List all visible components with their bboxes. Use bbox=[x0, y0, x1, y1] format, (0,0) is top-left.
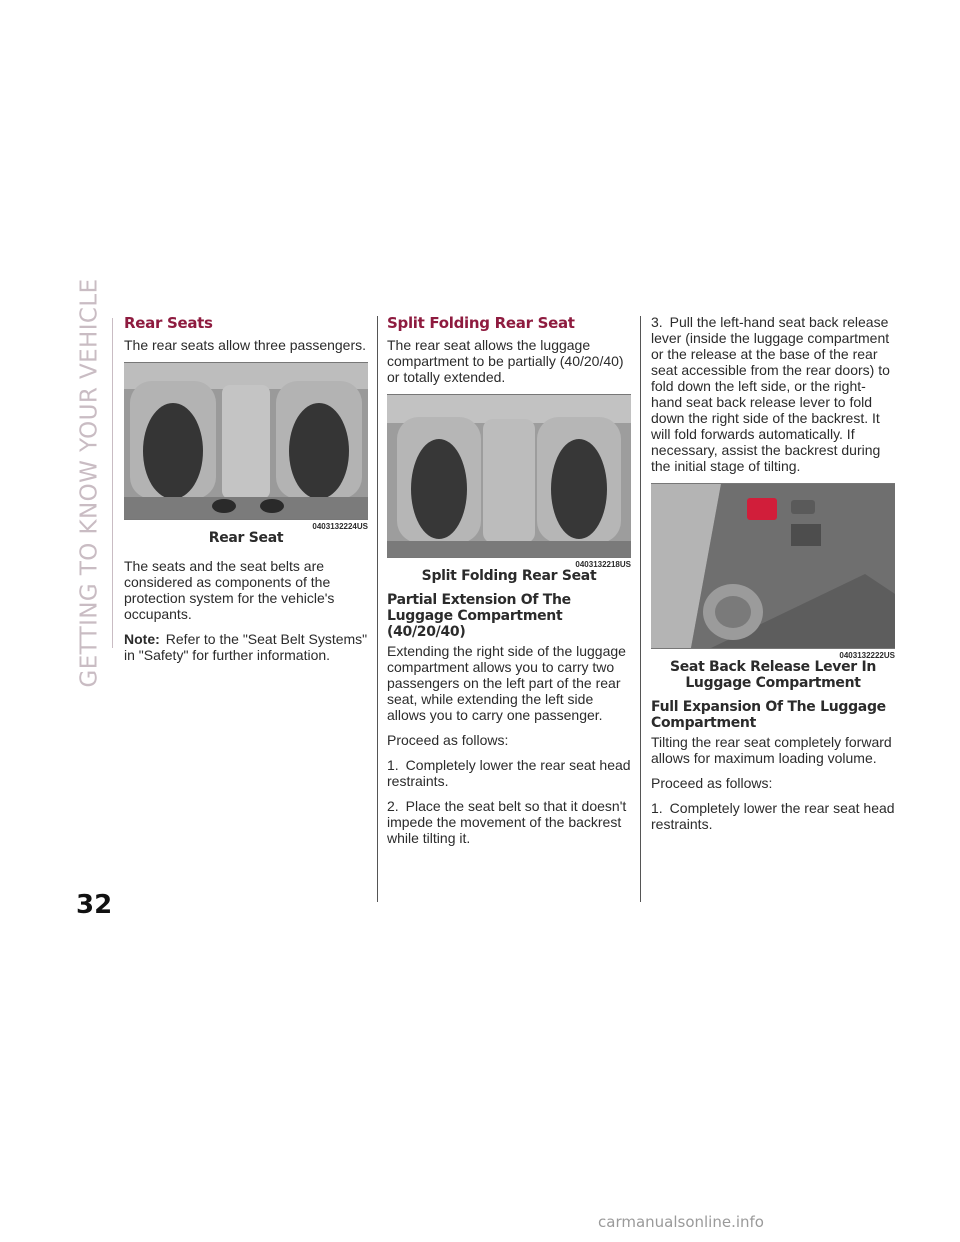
column-separator bbox=[640, 316, 641, 902]
full-expansion-subheading: Full Expansion Of The Luggage Compartment bbox=[651, 699, 886, 731]
release-lever-figure bbox=[651, 483, 895, 691]
split-folding-figure bbox=[387, 394, 631, 584]
rear-seats-intro: The rear seats allow three passengers. bbox=[124, 337, 367, 353]
proceed-text: Proceed as follows: bbox=[387, 732, 509, 748]
note-text: Refer to the "Seat Belt Systems" in "Safety" for further information. bbox=[124, 631, 368, 663]
figure-caption: Rear Seat bbox=[208, 530, 284, 546]
section-side-title bbox=[72, 278, 108, 688]
figure-caption: Split Folding Rear Seat bbox=[421, 568, 597, 584]
proceed-text: Proceed as follows: bbox=[651, 775, 773, 791]
step-2: 2. Place the seat belt so that it doesn't impede the movement of the backrest while tilting it. bbox=[387, 798, 627, 846]
column-1 bbox=[124, 314, 368, 672]
full-expansion-paragraph: Tilting the rear seat completely forward allows for maximum loading volume. bbox=[651, 734, 892, 766]
rear-seat-figure bbox=[124, 362, 368, 546]
column-2 bbox=[387, 314, 631, 855]
release-lever-image bbox=[651, 483, 895, 649]
partial-extension-paragraph: Extending the right side of the luggage compartment allows you to carry two passengers on the left part of the rear seat, while extending the left side allows you to carry one passenger. bbox=[387, 643, 626, 723]
figure-code: 0403132218US bbox=[575, 560, 631, 569]
note-paragraph bbox=[124, 631, 368, 663]
figure-caption: Seat Back Release Lever In Luggage Compartment bbox=[669, 659, 877, 691]
split-folding-heading: Split Folding Rear Seat bbox=[387, 314, 575, 332]
watermark: carmanualsonline.info bbox=[598, 1213, 764, 1231]
note-label: Note: bbox=[124, 631, 160, 647]
side-rule bbox=[112, 318, 113, 648]
rear-seat-image bbox=[124, 362, 368, 520]
split-folding-intro: The rear seat allows the luggage compartment to be partially (40/20/40) or totally extended. bbox=[387, 337, 624, 385]
split-folding-seat-image bbox=[387, 394, 631, 558]
page-number: 32 bbox=[76, 890, 113, 920]
seat-belts-paragraph: The seats and the seat belts are considered as components of the protection system for the vehicle's occupants. bbox=[124, 558, 335, 622]
step-1: 1. Completely lower the rear seat head restraints. bbox=[651, 800, 895, 832]
section-side-title-text: GETTING TO KNOW YOUR VEHICLE bbox=[77, 278, 103, 688]
figure-code: 0403132224US bbox=[312, 522, 368, 531]
column-separator bbox=[377, 316, 378, 902]
rear-seats-heading: Rear Seats bbox=[124, 314, 213, 332]
partial-extension-subheading: Partial Extension Of The Luggage Compartment (40/20/40) bbox=[387, 592, 571, 640]
step-3: 3. Pull the left-hand seat back release lever (inside the luggage compartment or the release at the base of the rear seat accessible from the rear doors) to fold down the left side, or the right-hand seat back release lever to fold down the right side of the backrest. It will fold forwards automatically. If necessary, assist the backrest during the initial stage of tilting. bbox=[651, 314, 890, 474]
figure-code: 0403132222US bbox=[839, 651, 895, 660]
step-1: 1. Completely lower the rear seat head restraints. bbox=[387, 757, 631, 789]
column-3 bbox=[651, 314, 895, 841]
